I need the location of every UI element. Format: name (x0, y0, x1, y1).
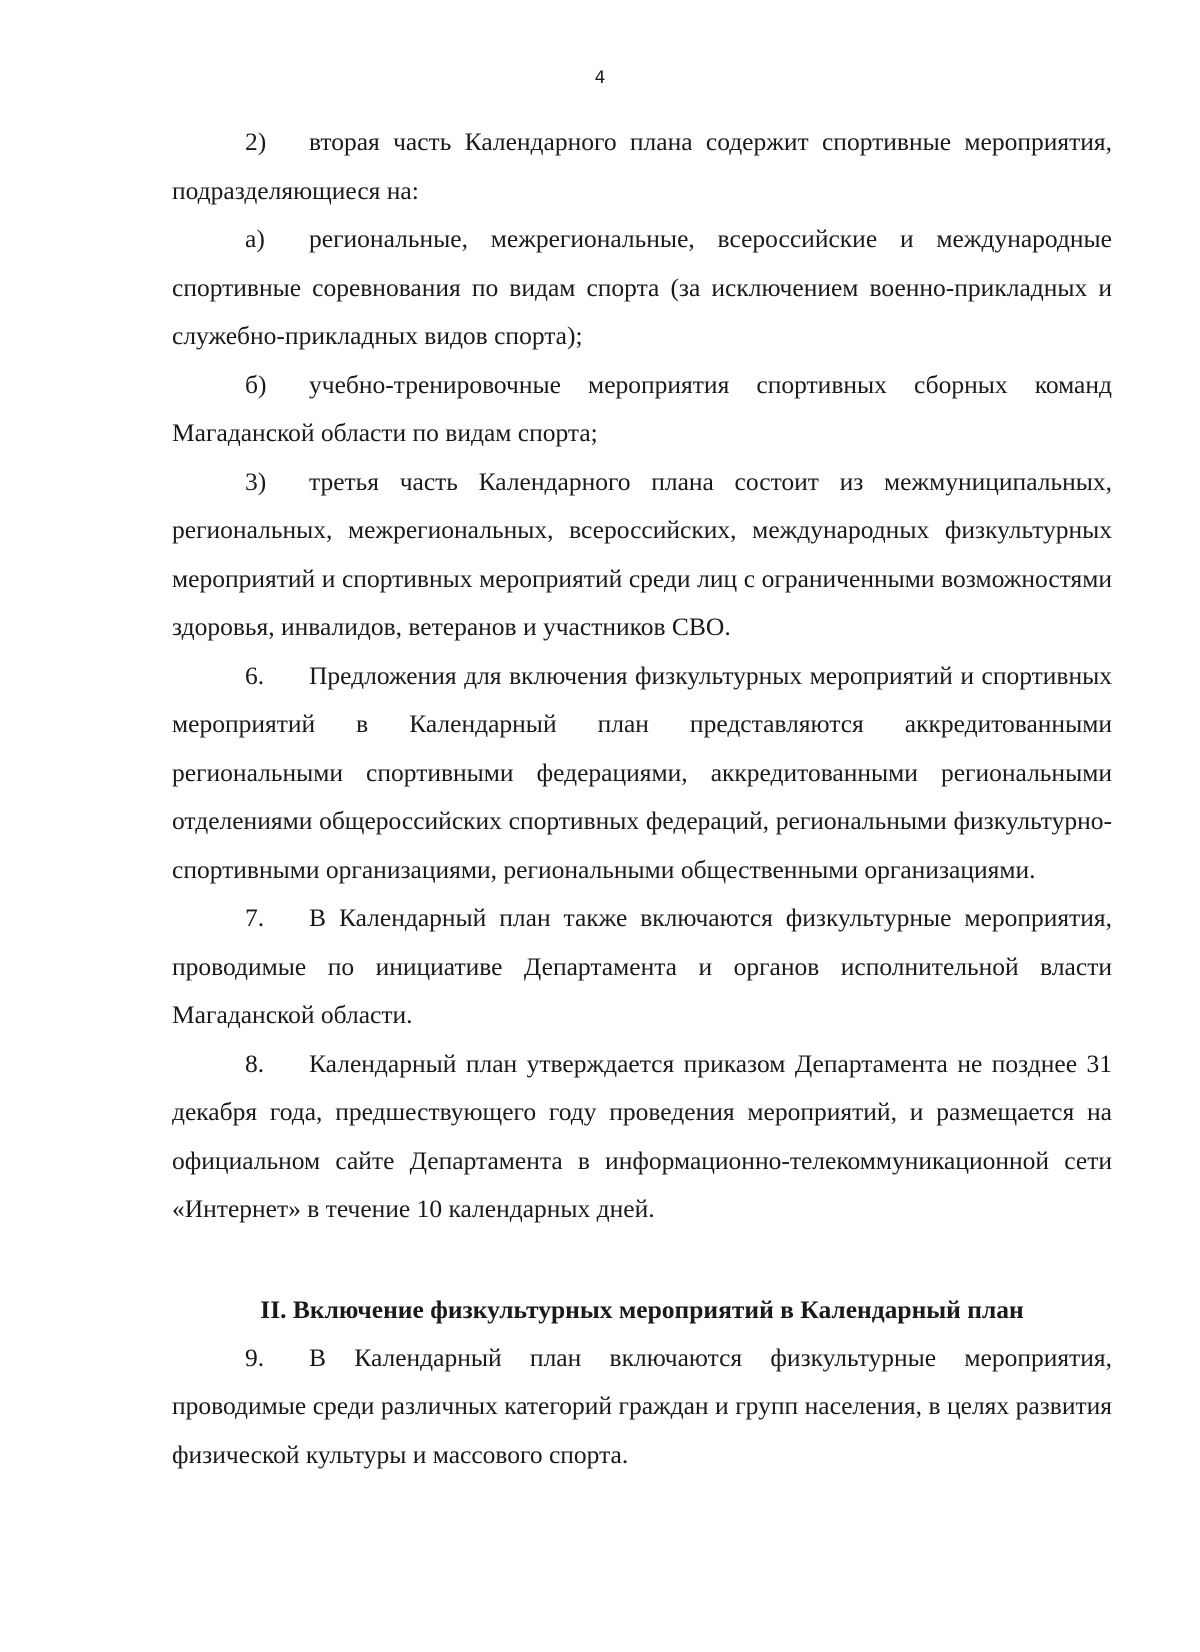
item-number: 2) (245, 127, 267, 156)
item-number: 6. (245, 660, 265, 690)
paragraph-9 (172, 1334, 1112, 1480)
paragraph-text: учебно-тренировочные мероприятия спортивных сборных команд Магаданской области по видам спорта; (172, 369, 1112, 447)
paragraph-3 (172, 458, 1112, 652)
paragraph-text: В Календарный план также включаются физкультурные мероприятия, проводимые по инициативе Департамента и органов исполнительной власти Магаданской области. (172, 903, 1112, 1029)
paragraph-text: Предложения для включения физкультурных мероприятий и спортивных мероприятий в Календарный план представляются аккредитованными региональными спортивными федерациями, аккредитованными региональными отделениями общероссийских спортивных федераций, региональными физкультурно-спортивными организациями, региональными общественными организациями. (172, 660, 1112, 884)
paragraph-text: Календарный план утверждается приказом Департамента не позднее 31 декабря года, предшествующего году проведения мероприятий, и размещается на официальном сайте Департамента в информационно-телекоммуникационной сети «Интернет» в течение 10 календарных дней. (172, 1048, 1112, 1223)
item-number: б) (245, 369, 267, 399)
paragraph-2a (172, 215, 1112, 361)
item-number: а) (245, 224, 265, 253)
page-number: 4 (594, 68, 606, 88)
paragraph-7 (172, 894, 1112, 1040)
paragraph-text: региональные, межрегиональные, всероссийские и международные спортивные соревнования по видам спорта (за исключением военно-прикладных и служебно-прикладных видов спорта); (172, 224, 1112, 350)
section-heading: II. Включение физкультурных мероприятий в Календарный план (260, 1294, 1024, 1324)
paragraph-6 (172, 652, 1112, 895)
item-number: 7. (245, 903, 265, 932)
document-body (172, 118, 1112, 1479)
paragraph-2b (172, 361, 1112, 458)
item-number: 8. (245, 1048, 265, 1078)
paragraph-8 (172, 1040, 1112, 1234)
paragraph-text: вторая часть Календарного плана содержит спортивные мероприятия, подразделяющиеся на: (172, 127, 1112, 205)
paragraph-text: третья часть Календарного плана состоит из межмуниципальных, региональных, межрегиональных, всероссийских, международных физкультурных мероприятий и спортивных мероприятий среди лиц с ограниченными возможностями здоровья, инвалидов, ветеранов и участников СВО. (172, 466, 1112, 641)
paragraph-text: В Календарный план включаются физкультурные мероприятия, проводимые среди различных категорий граждан и групп населения, в целях развития физической культуры и массового спорта. (172, 1342, 1112, 1469)
item-number: 3) (245, 466, 267, 496)
item-number: 9. (245, 1342, 265, 1372)
paragraph-2 (172, 118, 1112, 215)
